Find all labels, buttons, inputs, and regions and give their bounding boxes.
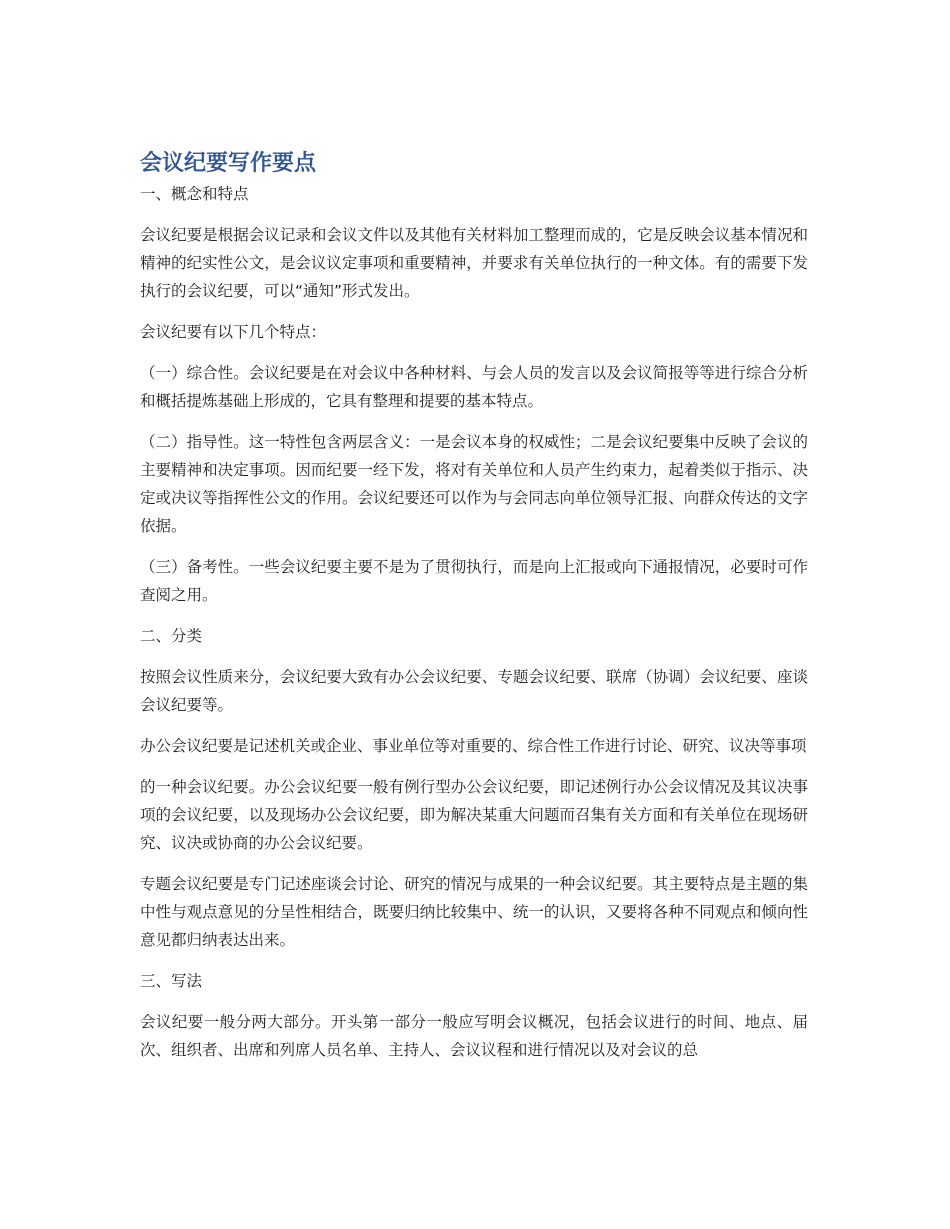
paragraph-feature-guiding: （二）指导性。这一特性包含两层含义：一是会议本身的权威性；二是会议纪要集中反映了会议的主要精神和决定事项。因而纪要一经下发，将对有关单位和人员产生约束力，起着类似于指示、决定或决议等指挥性公文的作用。会议纪要还可以作为与会同志向单位领导汇报、向群众传达的文字依据。 (140, 433, 808, 535)
paragraph-office-meeting: 办公会议纪要是记述机关或企业、事业单位等对重要的、综合性工作进行讨论、研究、议决等事项 (140, 737, 807, 755)
paragraph-feature-comprehensive: （一）综合性。会议纪要是在对会议中各种材料、与会人员的发言以及会议简报等等进行综合分析和概括提炼基础上形成的，它具有整理和提要的基本特点。 (140, 364, 808, 410)
section-heading-writing: 三、写法 (140, 972, 203, 990)
paragraph-topic-meeting: 专题会议纪要是专门记述座谈会讨论、研究的情况与成果的一种会议纪要。其主要特点是主题的集中性与观点意见的分呈性相结合，既要归纳比较集中、统一的认识，又要将各种不同观点和倾向性意见都归纳表达出来。 (140, 875, 808, 949)
document-title: 会议纪要写作要点 (140, 151, 317, 176)
paragraph-features-intro: 会议纪要有以下几个特点： (140, 323, 327, 341)
section-heading-classification: 二、分类 (140, 627, 203, 645)
paragraph-feature-reference: （三）备考性。一些会议纪要主要不是为了贯彻执行，而是向上汇报或向下通报情况，必要时可作查阅之用。 (140, 558, 808, 604)
section-heading-concept: 一、概念和特点 (140, 185, 249, 203)
paragraph-writing-method: 会议纪要一般分两大部分。开头第一部分一般应写明会议概况，包括会议进行的时间、地点、届次、组织者、出席和列席人员名单、主持人、会议议程和进行情况以及对会议的总 (140, 1013, 808, 1059)
document-body (140, 148, 808, 1064)
paragraph-office-meeting-continued: 的一种会议纪要。办公会议纪要一般有例行型办公会议纪要，即记述例行办公会议情况及其议决事项的会议纪要，以及现场办公会议纪要，即为解决某重大问题而召集有关方面和有关单位在现场研究、议决或协商的办公会议纪要。 (140, 778, 808, 852)
paragraph-classification: 按照会议性质来分，会议纪要大致有办公会议纪要、专题会议纪要、联席（协调）会议纪要、座谈会议纪要等。 (140, 668, 808, 714)
paragraph-definition: 会议纪要是根据会议记录和会议文件以及其他有关材料加工整理而成的，它是反映会议基本情况和精神的纪实性公文，是会议议定事项和重要精神，并要求有关单位执行的一种文体。有的需要下发执行的会议纪要，可以“通知”形式发出。 (140, 226, 808, 300)
